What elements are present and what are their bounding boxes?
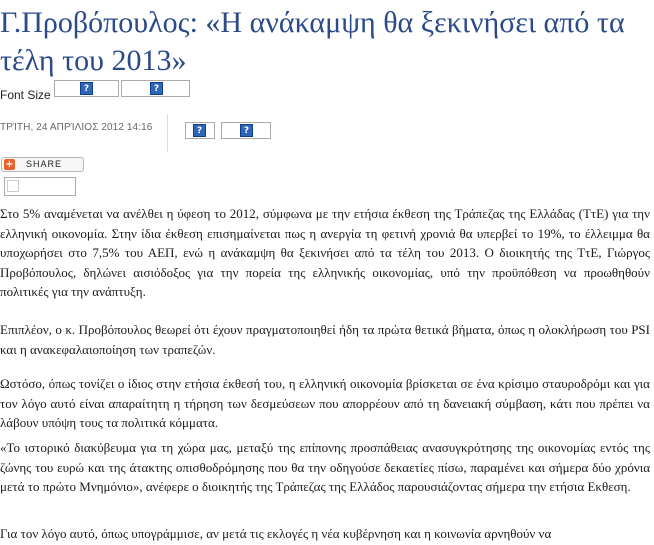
article-paragraph: Επιπλέον, ο κ. Προβόπουλος θεωρεί ότι έχουν πραγματοποιηθεί ήδη τα πρώτα θετικά βήματα, όπως η ολοκλήρωση του PSI και η ανακεφαλαιοποίηση των τραπεζών.: [0, 322, 650, 357]
font-increase-button[interactable]: [54, 80, 119, 97]
help-icon: ?: [150, 82, 163, 95]
email-button[interactable]: [221, 122, 271, 139]
help-icon: ?: [80, 82, 93, 95]
broken-image-icon: [7, 180, 19, 192]
font-decrease-button[interactable]: [121, 80, 190, 97]
article-paragraph: Για τον λόγο αυτό, όπως υπογράμμισε, αν μετά τις εκλογές η νέα κυβέρνηση και η κοινωνία αρνηθούν να: [0, 526, 552, 541]
share-button[interactable]: [1, 157, 84, 172]
article-paragraph: «Το ιστορικό διακύβευμα για τη χώρα μας, μεταξύ της επίπονης προσπάθειας ανασυγκρότησης της οικονομίας εντός της ζώνης του ευρώ και της άτακτης οπισθοδρόμησης που θα την οδηγούσε δεκαετίες πίσω, παραμένει και σήμερα δύο χρόνια μετά το πρώτο Μνημόνιο», ανέφερε ο διοικητής της Τράπεζας της Ελλάδος παρουσιάζοντας σήμερα την ετήσια Εκθεση.: [0, 440, 650, 494]
article-paragraph: Ωστόσο, όπως τονίζει ο ίδιος στην ετήσια έκθεσή του, η ελληνική οικονομία βρίσκεται σε ένα κρίσιμο σταυροδρόμι και για τον λόγο αυτό είναι απαραίτητη η τήρηση των δεσμεύσεων που απορρέουν από τη δανειακή σύμβαση, κάτι που πρέπει να λάβουν υπόψη τους τα πολιτικά κόμματα.: [0, 376, 650, 430]
divider: [167, 114, 168, 152]
publish-date: ΤΡΊΤΗ, 24 ΑΠΡΊΛΙΟΣ 2012 14:16: [0, 122, 153, 133]
share-icon: +: [5, 159, 14, 170]
font-size-label: Font Size: [0, 88, 51, 102]
help-icon: ?: [240, 124, 253, 137]
print-button[interactable]: [185, 122, 215, 139]
help-icon: ?: [193, 124, 206, 137]
social-widget[interactable]: [4, 177, 76, 196]
article-title: Γ.Προβόπουλος: «Η ανάκαμψη θα ξεκινήσει από τα τέλη του 2013»: [0, 6, 625, 77]
article-paragraph: Στο 5% αναμένεται να ανέλθει η ύφεση το 2012, σύμφωνα με την ετήσια έκθεση της Τράπεζας της Ελλάδας (ΤτΕ) για την ελληνική οικονομία. Στην ίδια έκθεση επισημαίνεται πως η ανεργία τη φετινή χρονιά θα υπερβεί το 19%, το έλλειμμα θα υποχωρήσει στο 7,5% του ΑΕΠ, ενώ η ανάκαμψη θα ξεκινήσει από τα τέλη του 2013. Ο διοικητής της ΤτΕ, Γιώργος Προβόπουλος, δηλώνει αισιόδοξος για την πορεία της ελληνικής οικονομίας, υπό την προϋπόθεση να προωθηθούν πολιτικές για την ανάπτυξη.: [0, 206, 650, 299]
share-label: SHARE: [26, 159, 63, 169]
